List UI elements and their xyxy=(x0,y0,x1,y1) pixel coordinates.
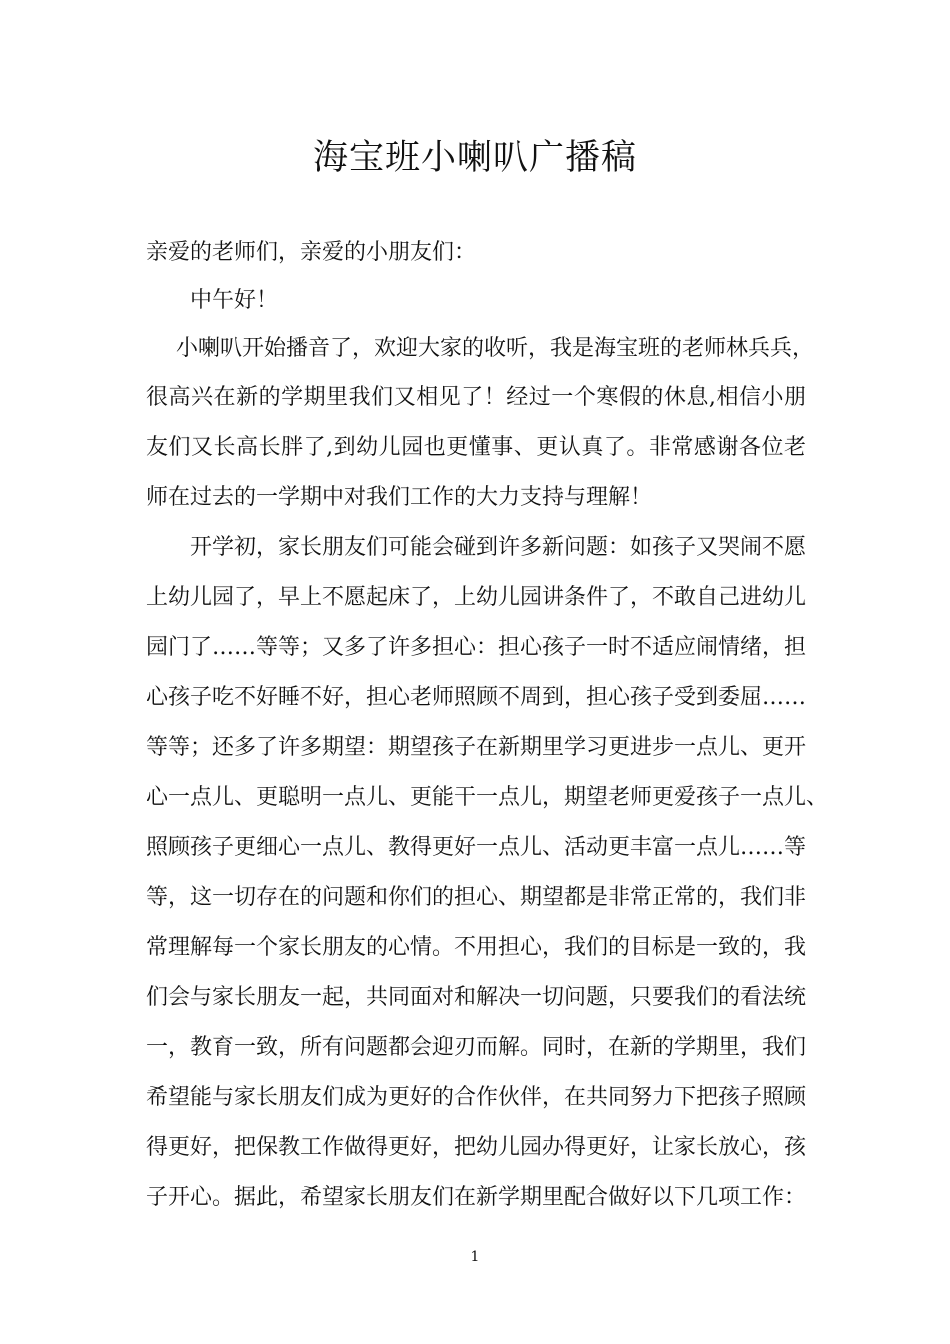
paragraph2-line: 一，教育一致，所有问题都会迎刃而解。同时，在新的学期里，我们 xyxy=(146,1035,807,1060)
paragraph2-line: 们会与家长朋友一起，共同面对和解决一切问题，只要我们的看法统 xyxy=(146,985,807,1010)
paragraph2-line: 心一点儿、更聪明一点儿、更能干一点儿，期望老师更爱孩子一点儿、 xyxy=(146,785,829,810)
document-title: 海宝班小喇叭广播稿 xyxy=(312,138,637,178)
paragraph1-line: 师在过去的一学期中对我们工作的大力支持与理解！ xyxy=(146,485,653,510)
page-number: 1 xyxy=(470,1249,480,1265)
paragraph2-line: 子开心。据此，希望家长朋友们在新学期里配合做好以下几项工作： xyxy=(146,1185,807,1210)
greeting: 中午好！ xyxy=(190,288,279,313)
paragraph2-line: 常理解每一个家长朋友的心情。不用担心，我们的目标是一致的，我 xyxy=(146,935,807,960)
paragraph2-line: 园门了……等等；又多了许多担心：担心孩子一时不适应闹情绪，担 xyxy=(146,635,807,660)
paragraph2-line: 希望能与家长朋友们成为更好的合作伙伴，在共同努力下把孩子照顾 xyxy=(146,1085,807,1110)
paragraph2-line: 等，这一切存在的问题和你们的担心、期望都是非常正常的，我们非 xyxy=(146,885,807,910)
paragraph2-line: 开学初，家长朋友们可能会碰到许多新问题：如孩子又哭闹不愿 xyxy=(190,535,807,560)
paragraph2-line: 等等；还多了许多期望：期望孩子在新期里学习更进步一点儿、更开 xyxy=(146,735,807,760)
paragraph1-line: 很高兴在新的学期里我们又相见了！经过一个寒假的休息,相信小朋 xyxy=(146,385,806,410)
paragraph2-line: 照顾孩子更细心一点儿、教得更好一点儿、活动更丰富一点儿……等 xyxy=(146,835,807,860)
paragraph1-line: 小喇叭开始播音了，欢迎大家的收听，我是海宝班的老师林兵兵， xyxy=(176,336,815,361)
paragraph2-line: 上幼儿园了，早上不愿起床了，上幼儿园讲条件了，不敢自己进幼儿 xyxy=(146,585,807,610)
salutation: 亲爱的老师们，亲爱的小朋友们： xyxy=(146,240,477,265)
paragraph1-line: 友们又长高长胖了,到幼儿园也更懂事、更认真了。非常感谢各位老 xyxy=(146,435,806,460)
paragraph2-line: 心孩子吃不好睡不好，担心老师照顾不周到，担心孩子受到委屈…… xyxy=(146,685,807,710)
paragraph2-line: 得更好，把保教工作做得更好，把幼儿园办得更好，让家长放心，孩 xyxy=(146,1135,807,1160)
